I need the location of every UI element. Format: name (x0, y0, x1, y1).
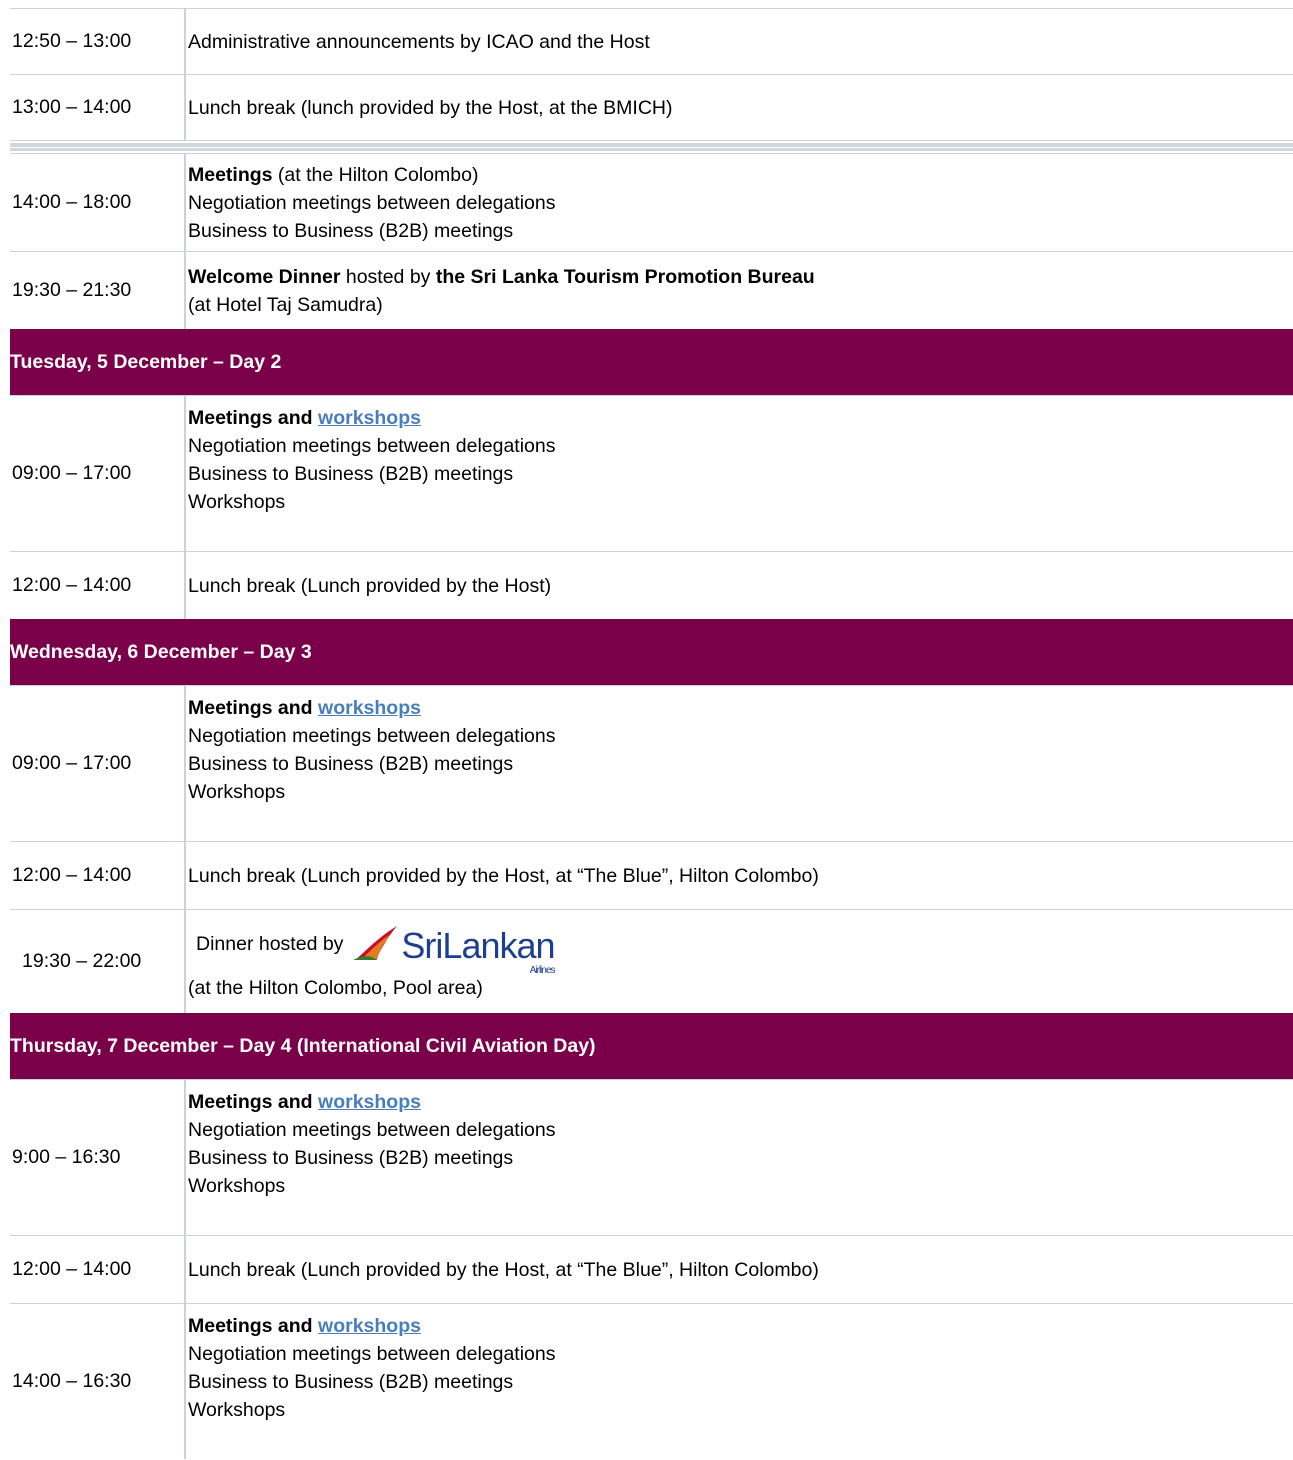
day-heading (10, 1013, 1293, 1079)
row-separator (10, 140, 1293, 153)
workshops-link[interactable]: workshops (318, 407, 421, 429)
time-cell: 14:00 – 18:00 (12, 191, 132, 213)
description-cell: Lunch break (Lunch provided by the Host, at “The Blue”, Hilton Colombo) (188, 1258, 819, 1281)
time-cell: 19:30 – 21:30 (12, 279, 132, 301)
table-row (10, 685, 1293, 841)
event-line: Business to Business (B2B) meetings (188, 1371, 514, 1393)
column-divider (184, 1080, 186, 1235)
table-row (10, 395, 1293, 551)
workshops-link[interactable]: workshops (318, 1091, 421, 1113)
event-location: (at the Hilton Colombo) (272, 163, 479, 186)
description-cell (184, 263, 815, 319)
table-row (10, 841, 1293, 909)
column-divider (184, 1236, 186, 1303)
table-row (10, 1079, 1293, 1235)
time-cell: 09:00 – 17:00 (12, 752, 132, 774)
description-cell (184, 161, 556, 245)
column-divider (184, 842, 186, 909)
event-title: Meetings and (188, 1315, 319, 1337)
event-line: Business to Business (B2B) meetings (188, 463, 514, 485)
column-divider (184, 552, 186, 619)
logo-wordmark (401, 924, 555, 976)
table-row (10, 1303, 1293, 1459)
day-heading-text: Wednesday, 6 December – Day 3 (10, 640, 312, 663)
day-heading (10, 329, 1293, 395)
day-heading-text: Thursday, 7 December – Day 4 (International Civil Aviation Day) (10, 1034, 596, 1057)
logo-subtext: Airlines (529, 964, 555, 976)
time-cell: 12:00 – 14:00 (12, 1258, 132, 1280)
event-host: the Sri Lanka Tourism Promotion Bureau (435, 265, 815, 288)
time-cell: 12:50 – 13:00 (12, 30, 132, 52)
event-line: (at Hotel Taj Samudra) (188, 293, 383, 316)
event-line: Negotiation meetings between delegations (188, 1343, 556, 1365)
description-cell: Lunch break (Lunch provided by the Host) (188, 574, 552, 597)
time-cell: 14:00 – 16:30 (12, 1370, 132, 1392)
table-row (10, 8, 1293, 74)
event-line: Negotiation meetings between delegations (188, 725, 556, 747)
table-row (10, 153, 1293, 251)
description-cell (184, 1080, 556, 1200)
column-divider (184, 396, 186, 551)
column-divider (184, 75, 186, 140)
event-line: Business to Business (B2B) meetings (188, 753, 514, 775)
event-text: hosted by (340, 265, 436, 288)
event-line: Workshops (188, 1175, 286, 1197)
column-divider (184, 686, 186, 841)
time-cell: 9:00 – 16:30 (12, 1146, 121, 1168)
time-cell: 12:00 – 14:00 (12, 864, 132, 886)
workshops-link[interactable]: workshops (318, 1315, 421, 1337)
event-text: Dinner hosted by (196, 932, 344, 955)
table-row (10, 251, 1293, 329)
peacock-icon (351, 924, 401, 964)
event-line: Business to Business (B2B) meetings (188, 219, 514, 242)
table-row (10, 909, 1293, 1013)
event-title: Meetings and (188, 697, 319, 719)
event-line: Negotiation meetings between delegations (188, 191, 556, 214)
event-line: Negotiation meetings between delegations (188, 435, 556, 457)
workshops-link[interactable]: workshops (318, 697, 421, 719)
column-divider (184, 9, 186, 74)
column-divider (184, 252, 186, 329)
schedule-table (10, 8, 1293, 1459)
table-row (10, 551, 1293, 619)
column-divider (184, 910, 186, 1013)
event-line: Workshops (188, 1399, 286, 1421)
description-cell: Lunch break (lunch provided by the Host, at the BMICH) (188, 96, 673, 119)
srilankan-airlines-logo (351, 924, 555, 976)
event-line: Negotiation meetings between delegations (188, 1119, 556, 1141)
description-cell (184, 686, 556, 806)
day-heading-text: Tuesday, 5 December – Day 2 (10, 350, 282, 373)
time-cell: 09:00 – 17:00 (12, 462, 132, 484)
event-line: (at the Hilton Colombo, Pool area) (188, 976, 483, 999)
day-heading (10, 619, 1293, 685)
description-cell: Lunch break (Lunch provided by the Host, at “The Blue”, Hilton Colombo) (188, 864, 819, 887)
description-cell (184, 922, 555, 1002)
logo-text: SriLankan (401, 924, 555, 966)
event-title: Meetings (188, 163, 273, 186)
description-cell (184, 396, 556, 516)
time-cell: 13:00 – 14:00 (12, 96, 132, 118)
column-divider (184, 1304, 186, 1459)
event-title: Welcome Dinner (188, 265, 341, 288)
description-cell: Administrative announcements by ICAO and the Host (188, 30, 650, 53)
table-row (10, 74, 1293, 140)
event-title: Meetings and (188, 1091, 319, 1113)
time-cell: 12:00 – 14:00 (12, 574, 132, 596)
event-line: Business to Business (B2B) meetings (188, 1147, 514, 1169)
event-line: Workshops (188, 491, 286, 513)
time-cell: 19:30 – 22:00 (22, 950, 142, 972)
column-divider (184, 154, 186, 251)
event-title: Meetings and (188, 407, 319, 429)
table-row (10, 1235, 1293, 1303)
event-line: Workshops (188, 781, 286, 803)
description-cell (184, 1304, 556, 1424)
